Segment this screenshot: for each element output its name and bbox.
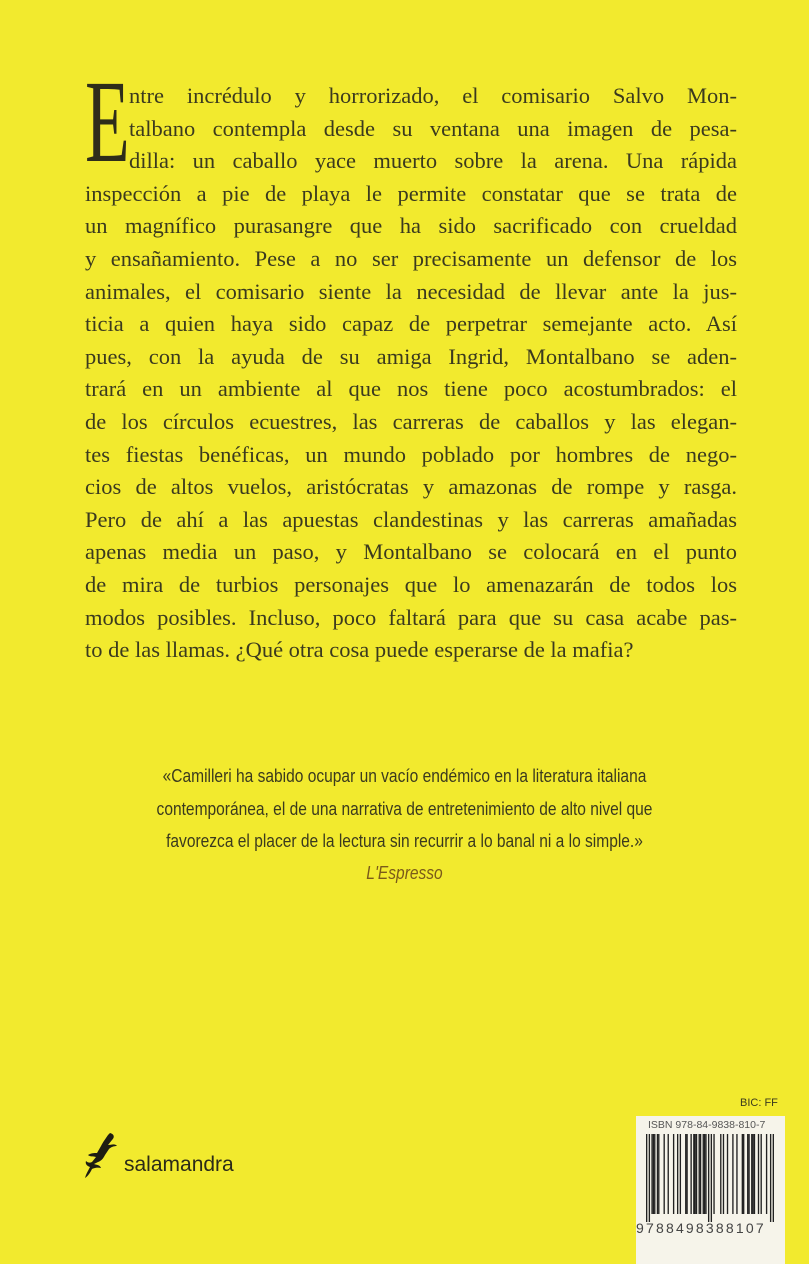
synopsis-line: trará en un ambiente al que nos tiene poco acostumbrados: el	[85, 376, 737, 402]
publisher-name: salamandra	[124, 1153, 234, 1176]
review-quote	[0, 760, 809, 888]
barcode-bar	[700, 1134, 701, 1214]
synopsis-line: animales, el comisario siente la necesidad de llevar ante la jus-	[85, 278, 737, 304]
barcode-digits: 9788498388107	[636, 1220, 766, 1236]
synopsis-line: ticia a quien haya sido capaz de perpetrar semejante acto. Así	[85, 311, 737, 337]
quote-line: «Camilleri ha sabido ocupar un vacío endémico en la literatura italiana	[162, 765, 647, 786]
barcode-bar	[748, 1134, 749, 1214]
synopsis-line: inspección a pie de playa le permite constatar que se trata de	[85, 180, 737, 206]
barcode-bar	[773, 1134, 774, 1222]
barcode	[646, 1134, 774, 1222]
barcode-bar	[653, 1134, 654, 1214]
barcode-bar	[664, 1134, 665, 1214]
barcode-bar	[713, 1134, 714, 1214]
salamander-icon	[84, 1131, 120, 1179]
barcode-bar	[693, 1134, 694, 1214]
barcode-bar	[677, 1134, 678, 1214]
barcode-bar	[708, 1134, 709, 1222]
synopsis-line: talbano contempla desde su ventana una imagen de pesa-	[129, 115, 737, 141]
barcode-bar	[736, 1134, 737, 1214]
barcode-bar	[699, 1134, 700, 1214]
bic-code: BIC: FF	[740, 1097, 778, 1109]
barcode-bar	[770, 1134, 771, 1222]
barcode-bar	[646, 1134, 647, 1222]
synopsis-line: Pero de ahí a las apuestas clandestinas y las carreras amañadas	[85, 506, 737, 532]
barcode-bar	[686, 1134, 687, 1214]
barcode-bar	[758, 1134, 759, 1214]
barcode-bar	[704, 1134, 705, 1214]
barcode-panel	[636, 1116, 785, 1264]
barcode-bar	[727, 1134, 728, 1214]
synopsis-line: dilla: un caballo yace muerto sobre la arena. Una rápida	[129, 148, 737, 174]
barcode-bar	[752, 1134, 753, 1214]
barcode-bar	[720, 1134, 721, 1214]
barcode-bar	[690, 1134, 691, 1214]
synopsis-line: de los círculos ecuestres, las carreras de caballos y las elegan-	[85, 408, 737, 434]
barcode-bar	[751, 1134, 752, 1214]
synopsis-line: pues, con la ayuda de su amiga Ingrid, Montalbano se aden-	[85, 343, 737, 369]
barcode-bar	[658, 1134, 659, 1214]
synopsis-line: cios de altos vuelos, aristócratas y amazonas de rompe y rasga.	[85, 474, 737, 500]
quote-line: contemporánea, el de una narrativa de entretenimiento de alto nivel que	[156, 797, 653, 819]
barcode-bar	[685, 1134, 686, 1214]
drop-cap: E	[85, 56, 130, 187]
synopsis-line: de mira de turbios personajes que lo amenazarán de todos los	[85, 571, 737, 597]
barcode-bar	[651, 1134, 652, 1214]
synopsis-line: apenas media un paso, y Montalbano se colocará en el punto	[85, 539, 737, 565]
barcode-bar	[695, 1134, 696, 1214]
quote-line: favorezca el placer de la lectura sin recurrir a lo banal ni a lo simple.»	[166, 830, 643, 851]
barcode-bar	[761, 1134, 762, 1214]
barcode-bar	[705, 1134, 706, 1214]
synopsis-line: tes fiestas benéficas, un mundo poblado por hombres de nego-	[85, 441, 737, 467]
synopsis-line: y ensañamiento. Pese a no ser precisamente un defensor de los	[85, 245, 737, 271]
barcode-bar	[754, 1134, 755, 1214]
barcode-bar	[654, 1134, 655, 1214]
barcode-bar	[766, 1134, 767, 1214]
synopsis	[85, 80, 737, 667]
barcode-bar	[668, 1134, 669, 1214]
barcode-bar	[673, 1134, 674, 1214]
barcode-bar	[747, 1134, 748, 1214]
barcode-bar	[732, 1134, 733, 1214]
quote-source: L'Espresso	[366, 861, 443, 883]
synopsis-line: un magnífico purasangre que ha sido sacrificado con crueldad	[85, 213, 737, 239]
barcode-bar	[743, 1134, 744, 1214]
synopsis-line: to de las llamas. ¿Qué otra cosa puede esperarse de la mafia?	[85, 637, 634, 663]
barcode-bar	[649, 1134, 650, 1222]
synopsis-line: modos posibles. Incluso, poco faltará para que su casa acabe pas-	[85, 604, 737, 630]
barcode-bar	[657, 1134, 658, 1214]
barcode-bar	[711, 1134, 712, 1222]
barcode-bar	[680, 1134, 681, 1214]
barcode-bar	[696, 1134, 697, 1214]
barcode-bar	[742, 1134, 743, 1214]
isbn-label: ISBN 978-84-9838-810-7	[648, 1119, 766, 1131]
barcode-bar	[723, 1134, 724, 1214]
synopsis-line: ntre incrédulo y horrorizado, el comisario Salvo Mon-	[129, 83, 737, 108]
barcode-bar	[703, 1134, 704, 1214]
publisher-logo	[84, 1131, 234, 1179]
